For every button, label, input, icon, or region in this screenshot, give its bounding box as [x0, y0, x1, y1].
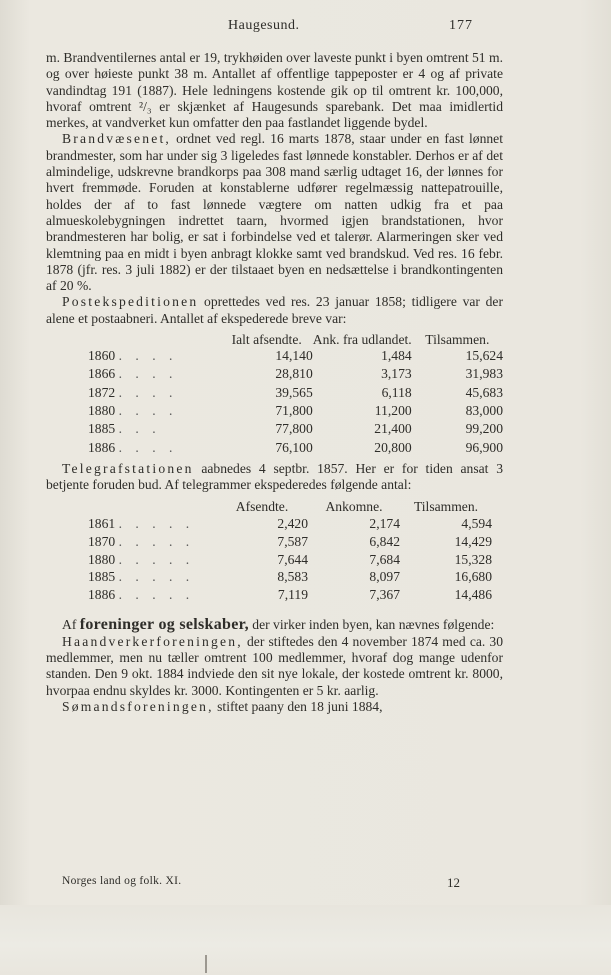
telegraph-table	[88, 499, 492, 603]
table-cell: 20,800	[374, 439, 412, 455]
table-cell: 7,684	[369, 551, 400, 567]
paragraph-lead: Sømandsforeningen,	[62, 698, 214, 714]
table-cell: 6,118	[381, 384, 412, 400]
row-year: 1860 . . . .	[88, 348, 178, 364]
column-header: Tilsammen.	[413, 499, 479, 515]
table-cell: 3,173	[381, 366, 412, 382]
paragraph-waterworks: m. Brandventilernes antal er 19, trykhøiden over laveste punkt i byen omtrent 51 m. og over høieste punkt 38 m. Antallet af offentlige tappeposter er 4 og af private vandindtag 191 (1887). Hele ledningens kostende gik op til omtrent kr. 100,000, hvoraf omtrent ²/₃ er skjænket af Haugesunds sparebank. Det maa imidlertid merkes, at vandverket kun omfatter den paa fastlandet liggende bydel.	[46, 50, 503, 131]
table-row	[88, 402, 503, 420]
row-year: 1861 . . . . .	[88, 516, 195, 532]
header-title: Haugesund.	[228, 18, 300, 33]
row-year: 1886 . . . .	[88, 439, 178, 455]
table-row	[88, 347, 503, 365]
row-year: 1885 . . .	[88, 421, 161, 437]
table-cell: 15,328	[454, 551, 492, 567]
table-cell: 14,429	[454, 534, 492, 550]
paragraph-text: der stiftedes den 4 november 1874 med ca. 30 medlemmer, men nu tæller omtrent 100 medlemmer, hvoraf dog mange udenfor standen. Den 9 okt. 1884 indviede den sit nye lokale, der kostede omtrent kr. 8000, hvorpaa endnu skyldes kr. 3000. Kontingenten er 5 kr. aarlig.	[46, 633, 503, 698]
column-header: Afsendte.	[235, 499, 289, 515]
table-cell: 45,683	[465, 384, 503, 400]
table-cell: 99,200	[465, 421, 503, 437]
table-cell: 14,486	[454, 586, 492, 602]
scan-mark	[205, 955, 207, 973]
table-row	[88, 568, 492, 586]
row-year: 1880 . . . . .	[88, 551, 195, 567]
signature-line: Norges land og folk. XI.	[62, 875, 182, 887]
table-row	[88, 586, 492, 604]
table-corner	[88, 333, 221, 347]
table-cell: 28,810	[275, 366, 313, 382]
table-row	[88, 365, 503, 383]
table-cell: 16,680	[454, 569, 492, 585]
row-year: 1886 . . . . .	[88, 586, 195, 602]
table-cell: 1,484	[381, 348, 412, 364]
table-cell: 21,400	[374, 421, 412, 437]
paragraph-text: ordnet ved regl. 16 marts 1878, staar under en fast lønnet brandmester, som har under sig 3 ligeledes fast lønnede konstabler. Derhos er af det almindelige, udskrevne brandkorps paa 308 mand særlig udtaget 16, der lønnes for hvert fremmøde. Foruden at konstablerne udfører regelmæssig nattepatrouille, holdes der af to fast lønnede vægtere om natten udkig fra et paa almueskolebygningen indrettet taarn, hvormed igjen brandstationen, hvor brandmesteren har bolig, er sat i forbindelse ved et talerør. Alarmeringen sker ved klemtning paa en midt i byen anbragt klokke samt ved brandskud. Ved res. 16 febr. 1878 (jfr. res. 3 juli 1882) er der tilstaaet byen en nedsættelse i brandkontingenten af 20 %.	[46, 131, 503, 294]
table-cell: 8,097	[369, 569, 400, 585]
table-corner	[88, 499, 216, 515]
table-cell: 6,842	[369, 534, 400, 550]
paragraph-telegraph	[46, 461, 503, 494]
paragraph-text: stiftet paany den 18 juni 1884,	[213, 698, 383, 714]
table-cell: 14,140	[275, 348, 313, 364]
paragraph-text: aabnedes 4 septbr. 1857. Her er for tiden ansat 3 betjente foruden bud. Af telegrammer ekspederedes følgende antal:	[46, 460, 503, 493]
row-year: 1885 . . . . .	[88, 569, 195, 585]
paragraph-text: der virker inden byen, kan nævnes følgende:	[248, 617, 495, 633]
running-header	[0, 18, 611, 38]
paragraph-lead: Haandverkerforeningen,	[62, 633, 243, 649]
table-cell: 4,594	[461, 516, 492, 532]
table-row	[88, 533, 492, 551]
paragraph-lead: Telegrafstationen	[62, 460, 194, 476]
table-cell: 11,200	[374, 402, 412, 418]
paragraph-lead: Brandvæsenet,	[62, 131, 172, 147]
paragraph-seamen-society	[46, 699, 503, 715]
table-cell: 7,367	[369, 586, 400, 602]
table-row	[88, 439, 503, 457]
row-year: 1872 . . . .	[88, 384, 178, 400]
table-row	[88, 551, 492, 569]
table-header-row	[88, 333, 503, 347]
table-cell: 15,624	[465, 348, 503, 364]
paragraph-craftsmen-society	[46, 634, 503, 699]
page-margin-bottom	[0, 905, 611, 975]
column-header: Ialt afsendte.	[231, 332, 302, 348]
table-cell: 96,900	[465, 439, 503, 455]
table-row	[88, 384, 503, 402]
paragraph-text: Af	[62, 617, 80, 633]
paragraph-lead: Postekspeditionen	[62, 294, 199, 310]
table-row	[88, 515, 492, 533]
paragraph-post-office	[46, 294, 503, 327]
paragraph-fire-service	[46, 131, 503, 294]
table-cell: 7,119	[277, 586, 308, 602]
paragraph-text: oprettedes ved res. 23 januar 1858; tidligere var der alene et postaabneri. Antallet af ekspederede breve var:	[46, 294, 503, 326]
section-heading: foreninger og selskaber,	[79, 616, 249, 634]
page-body	[46, 50, 503, 715]
row-year: 1866 . . . .	[88, 366, 178, 382]
table-cell: 2,420	[277, 516, 308, 532]
post-table	[88, 333, 503, 457]
table-cell: 71,800	[275, 402, 313, 418]
paragraph-societies	[46, 617, 503, 633]
table-cell: 8,583	[277, 569, 308, 585]
column-header: Ankomne.	[325, 499, 383, 515]
table-cell: 7,587	[277, 534, 308, 550]
table-cell: 39,565	[275, 384, 313, 400]
row-year: 1880 . . . .	[88, 402, 178, 418]
table-cell: 31,983	[465, 366, 503, 382]
column-header: Ank. fra udlandet.	[312, 332, 412, 348]
table-header-row	[88, 499, 492, 515]
table-cell: 7,644	[277, 551, 308, 567]
table-cell: 2,174	[369, 516, 400, 532]
row-year: 1870 . . . . .	[88, 534, 195, 550]
column-header: Tilsammen.	[425, 332, 490, 348]
sheet-number: 12	[447, 875, 460, 890]
table-cell: 76,100	[275, 439, 313, 455]
table-cell: 83,000	[465, 402, 503, 418]
table-cell: 77,800	[275, 421, 313, 437]
page-number: 177	[449, 18, 473, 33]
table-row	[88, 420, 503, 438]
